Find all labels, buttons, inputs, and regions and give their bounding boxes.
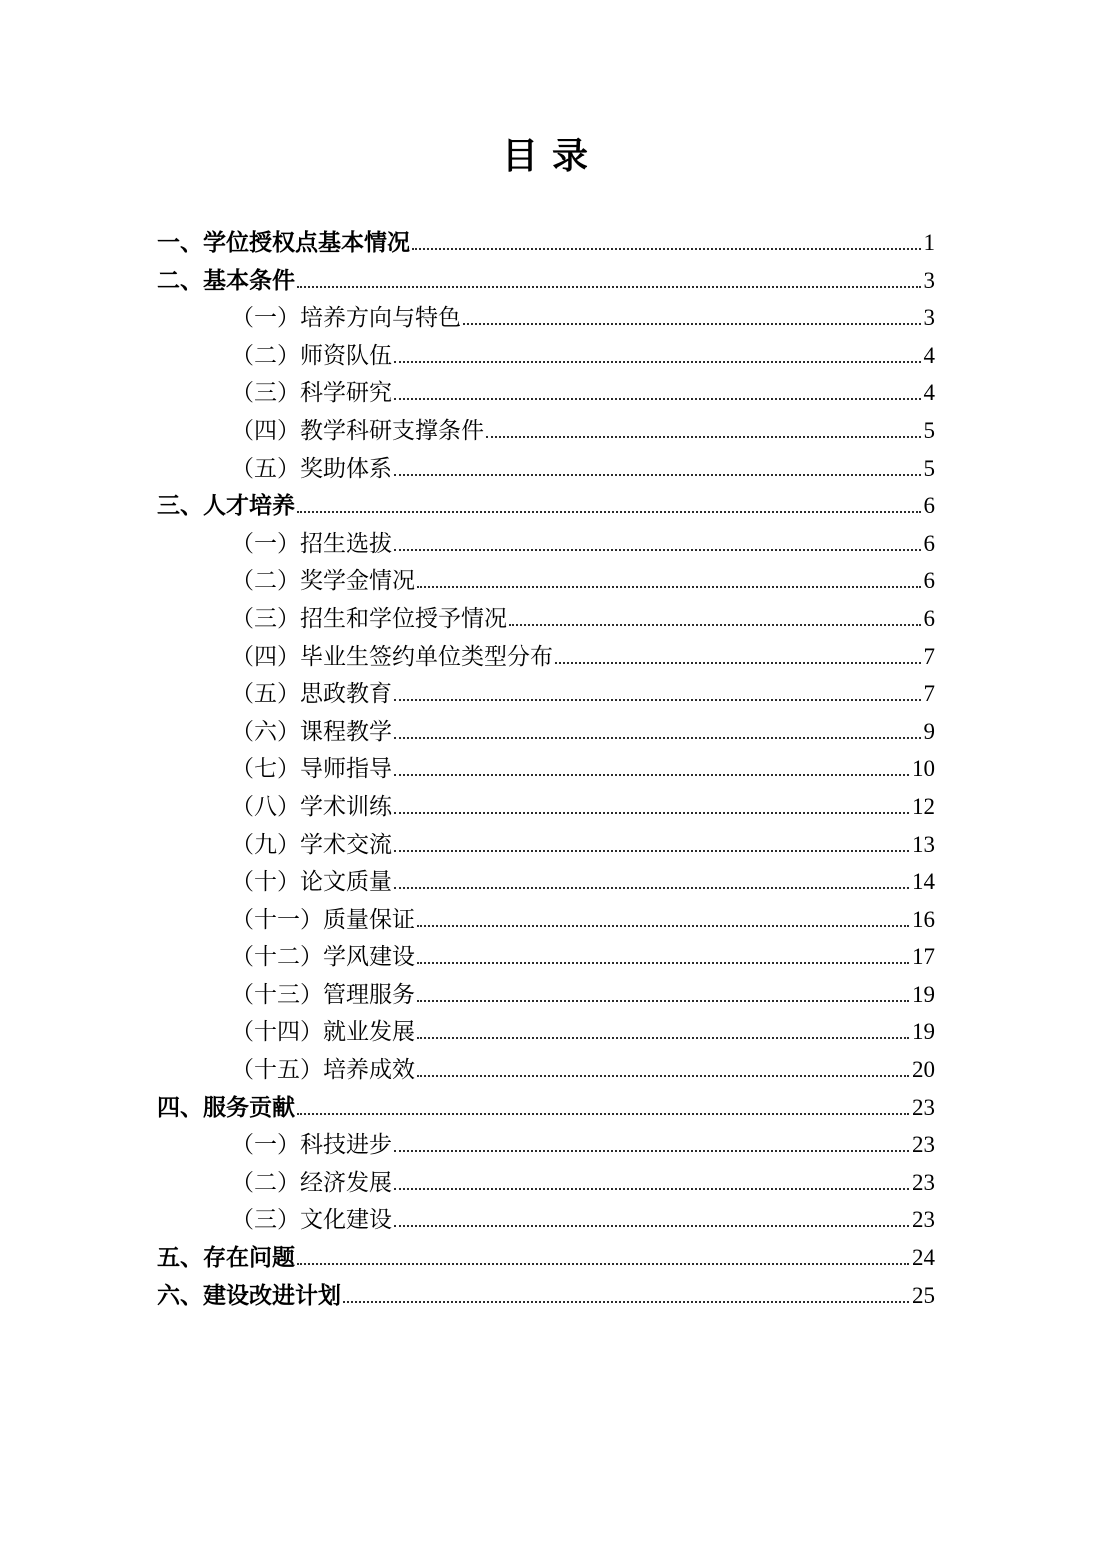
dot-leader (417, 1075, 909, 1077)
toc-entry (157, 1164, 935, 1202)
dot-leader (394, 699, 921, 701)
toc-entry-page: 23 (912, 1094, 935, 1120)
dot-leader (394, 549, 921, 551)
toc-entry-page: 23 (912, 1169, 935, 1195)
dot-leader (486, 436, 921, 438)
toc-entry-page: 6 (923, 530, 935, 556)
toc-entry-page: 14 (912, 869, 935, 895)
dot-leader (417, 586, 921, 588)
toc-entry-page: 16 (912, 906, 935, 932)
toc-entry-page: 20 (912, 1057, 935, 1083)
toc-entry-page: 6 (923, 568, 935, 594)
toc-entry (157, 675, 935, 713)
toc-entry-page: 7 (923, 643, 935, 669)
toc-list (157, 224, 935, 1314)
toc-entry (157, 1277, 935, 1315)
toc-entry-label: （四）毕业生签约单位类型分布 (231, 643, 553, 669)
dot-leader (297, 1263, 909, 1265)
toc-entry-label: （八）学术训练 (231, 793, 392, 819)
dot-leader (555, 662, 921, 664)
toc-entry-label: 一、学位授权点基本情况 (157, 229, 410, 255)
toc-entry (157, 863, 935, 901)
toc-entry (157, 600, 935, 638)
dot-leader (297, 286, 921, 288)
toc-entry (157, 262, 935, 300)
dot-leader (394, 1150, 909, 1152)
toc-entry (157, 1013, 935, 1051)
toc-entry-label: 六、建设改进计划 (157, 1281, 341, 1308)
dot-leader (509, 624, 921, 626)
toc-entry-page: 12 (912, 793, 935, 819)
toc-entry-page: 23 (912, 1207, 935, 1233)
toc-entry-label: （九）学术交流 (231, 831, 392, 857)
toc-entry-label: （六）课程教学 (231, 718, 392, 744)
toc-entry-page: 17 (912, 944, 935, 970)
toc-entry-label: （十）论文质量 (231, 869, 392, 895)
toc-entry-page: 5 (923, 455, 935, 481)
toc-entry-page: 13 (912, 831, 935, 857)
dot-leader (417, 1000, 909, 1002)
toc-entry (157, 1239, 935, 1277)
page-title: 目 录 (501, 135, 590, 176)
toc-entry-label: （十二）学风建设 (231, 944, 415, 970)
toc-entry-label: （二）师资队伍 (231, 342, 392, 368)
dot-leader (297, 1113, 909, 1115)
toc-entry-label: （一）科技进步 (231, 1132, 392, 1158)
toc-entry-label: （三）科学研究 (231, 380, 392, 406)
toc-entry-page: 25 (912, 1282, 935, 1308)
toc-entry-page: 4 (923, 380, 935, 406)
toc-entry-label: （二）经济发展 (231, 1169, 392, 1195)
toc-entry-page: 19 (912, 981, 935, 1007)
toc-entry-label: （十三）管理服务 (231, 981, 415, 1007)
dot-leader (394, 812, 909, 814)
toc-entry-label: 四、服务贡献 (157, 1093, 295, 1120)
dot-leader (394, 474, 921, 476)
dot-leader (412, 248, 921, 250)
dot-leader (417, 925, 909, 927)
dot-leader (394, 361, 921, 363)
toc-entry-page: 23 (912, 1132, 935, 1158)
dot-leader (394, 1188, 909, 1190)
dot-leader (417, 962, 909, 964)
toc-entry (157, 938, 935, 976)
toc-entry-page: 9 (923, 718, 935, 744)
dot-leader (394, 737, 921, 739)
toc-entry-page: 3 (923, 305, 935, 331)
toc-entry-page: 3 (923, 267, 935, 293)
toc-entry-label: （五）奖助体系 (231, 455, 392, 481)
toc-entry-label: （十一）质量保证 (231, 906, 415, 932)
toc-entry-page: 24 (912, 1245, 935, 1271)
toc-entry-label: 五、存在问题 (157, 1244, 295, 1271)
toc-entry-label: （一）培养方向与特色 (231, 305, 461, 331)
toc-entry (157, 713, 935, 751)
toc-entry-label: （五）思政教育 (231, 681, 392, 707)
dot-leader (394, 887, 909, 889)
toc-entry-label: （二）奖学金情况 (231, 568, 415, 594)
toc-entry-page: 19 (912, 1019, 935, 1045)
toc-entry-label: （十四）就业发展 (231, 1019, 415, 1045)
dot-leader (343, 1301, 909, 1303)
toc-entry (157, 901, 935, 939)
toc-entry-label: （三）招生和学位授予情况 (231, 605, 507, 631)
toc-entry (157, 450, 935, 488)
toc-entry-label: （十五）培养成效 (231, 1057, 415, 1083)
toc-entry-label: （一）招生选拔 (231, 530, 392, 556)
toc-entry-label: 三、人才培养 (157, 492, 295, 519)
dot-leader (394, 850, 909, 852)
dot-leader (463, 323, 921, 325)
toc-entry (157, 826, 935, 864)
toc-entry-label: （三）文化建设 (231, 1207, 392, 1233)
toc-entry-page: 4 (923, 342, 935, 368)
toc-entry-page: 6 (923, 493, 935, 519)
dot-leader (394, 1225, 909, 1227)
toc-entry-label: （七）导师指导 (231, 756, 392, 782)
dot-leader (394, 774, 909, 776)
toc-entry (157, 788, 935, 826)
dot-leader (417, 1037, 909, 1039)
toc-entry (157, 562, 935, 600)
toc-entry (157, 1051, 935, 1089)
toc-entry (157, 337, 935, 375)
toc-entry-page: 1 (923, 230, 935, 255)
toc-entry-page: 7 (923, 681, 935, 707)
toc-entry (157, 638, 935, 676)
toc-entry (157, 299, 935, 337)
toc-entry (157, 374, 935, 412)
toc-entry (157, 487, 935, 525)
toc-entry-page: 5 (923, 417, 935, 443)
toc-entry (157, 1126, 935, 1164)
toc-entry-page: 10 (912, 756, 935, 782)
toc-entry (157, 525, 935, 563)
dot-leader (394, 398, 921, 400)
toc-entry (157, 1089, 935, 1127)
toc-entry (157, 224, 935, 262)
toc-entry-page: 6 (923, 605, 935, 631)
toc-entry-label: （四）教学科研支撑条件 (231, 417, 484, 443)
dot-leader (297, 511, 921, 513)
toc-entry (157, 1201, 935, 1239)
toc-entry (157, 976, 935, 1014)
toc-entry (157, 750, 935, 788)
toc-entry-label: 二、基本条件 (157, 266, 295, 293)
toc-entry (157, 412, 935, 450)
